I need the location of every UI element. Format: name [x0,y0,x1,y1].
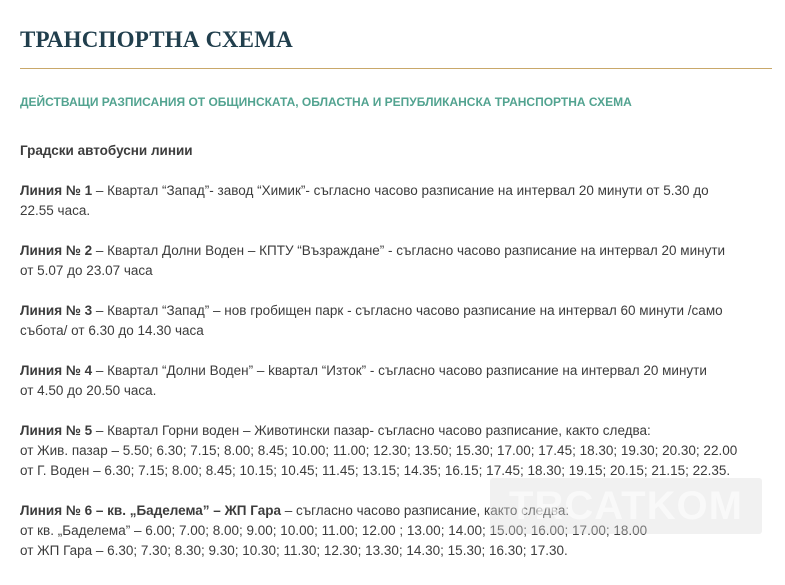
section-heading: Градски автобусни линии [20,143,193,158]
line-route: – Квартал “Долни Воден” – kвартал “Изток” - съгласно часово разписание на интервал 20 минути [92,363,707,378]
bus-line-4 [20,361,772,401]
line-route: – Квартал Горни воден – Животински пазар- съгласно часово разписание, както следва: [92,423,651,438]
schedule-from-market: от Жив. пазар – 5.50; 6.30; 7.15; 8.00; 8.45; 10.00; 11.00; 12.30; 13.50; 15.30; 17.00; 17.45; 18.30; 19.30; 20.30; 22.00 [20,443,738,458]
line-label: Линия № 3 [20,303,93,318]
bus-line-6 [20,501,772,561]
bus-line-3 [20,301,772,341]
bus-line-2 [20,241,772,281]
line-label: Линия № 4 [20,363,93,378]
line-label: Линия № 5 [20,423,93,438]
line-route: – Квартал “Запад” – нов гробищен парк - съгласно часово разписание на интервал 60 минути /само [92,303,723,318]
schedule-from-railway-station: от ЖП Гара – 6.30; 7.30; 8.30; 9.30; 10.30; 11.30; 12.30; 13.30; 14.30; 15.30; 16.30; 17.30. [20,543,568,558]
line-label: Линия № 1 [20,183,93,198]
schedule-from-badelema: от кв. „Баделема” – 6.00; 7.00; 8.00; 9.00; 10.00; 11.00; 12.00 ; 13.00; 14.00; 15.00; 16.00; 17.00; 18.00 [20,523,648,538]
bus-line-5 [20,421,772,481]
schedule-from-gorni-voden: от Г. Воден – 6.30; 7.15; 8.00; 8.45; 10.15; 10.45; 11.45; 13.15; 14.35; 16.15; 17.45; 18.30; 19.15; 20.15; 21.15; 22.35. [20,463,731,478]
watermark-logo: TRCATKOM [490,478,762,534]
line-hours: от 4.50 до 20.50 часа. [20,383,157,398]
line-hours: от 5.07 до 23.07 часа [20,263,153,278]
line-route: – съгласно часово разписание, както следва: [280,503,570,518]
page-subtitle: ДЕЙСТВАЩИ РАЗПИСАНИЯ ОТ ОБЩИНСКАТА, ОБЛАСТНА И РЕПУБЛИКАНСКА ТРАНСПОРТНА СХЕМА [20,95,632,109]
bus-line-1 [20,181,772,221]
page-title: ТРАНСПОРТНА СХЕМА [20,27,293,52]
line-hours: 22.55 часа. [20,203,91,218]
line-route: – Квартал “Запад”- завод “Химик”- съгласно часово разписание на интервал 20 минути от 5.30 до [92,183,709,198]
line-hours: събота/ от 6.30 до 14.30 часа [20,323,204,338]
title-divider [20,68,772,69]
line-label: Линия № 2 [20,243,93,258]
line-route: – Квартал Долни Воден – КПТУ “Възраждане” - съгласно часово разписание на интервал 20 минути [92,243,726,258]
line-label: Линия № 6 – кв. „Баделема” – ЖП Гара [20,503,281,518]
